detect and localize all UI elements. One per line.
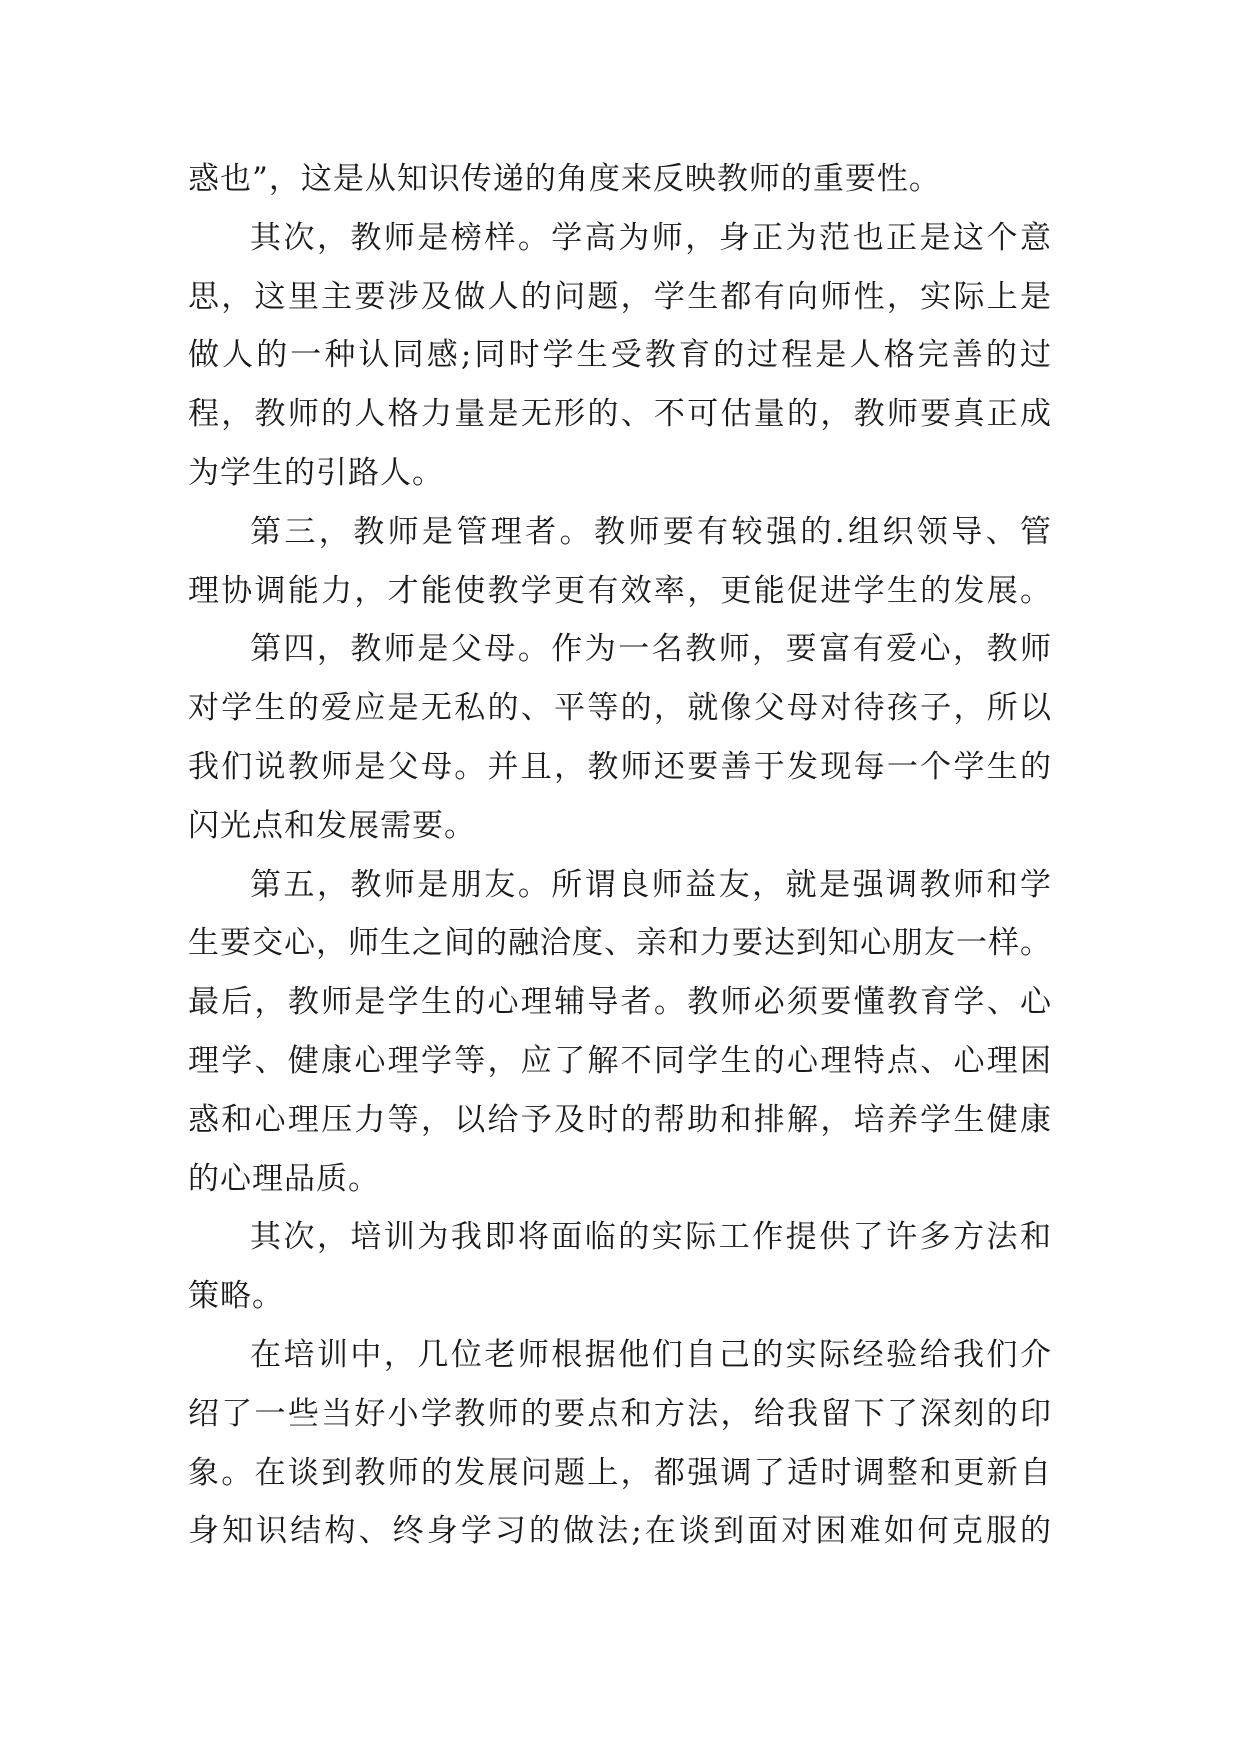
text-line: 惑也”，这是从知识传递的角度来反映教师的重要性。 xyxy=(188,161,941,197)
text-line: 我们说教师是父母。并且，教师还要善于发现每一个学生的 xyxy=(188,748,1052,785)
text-line: 做人的一种认同感;同时学生受教育的过程是人格完善的过 xyxy=(188,337,1052,374)
text-line: 绍了一些当好小学教师的要点和方法，给我留下了深刻的印 xyxy=(188,1395,1052,1432)
text-line: 象。在谈到教师的发展问题上，都强调了适时调整和更新自 xyxy=(188,1454,1052,1491)
text-line: 的心理品质。 xyxy=(188,1160,380,1197)
text-line: 最后，教师是学生的心理辅导者。教师必须要懂教育学、心 xyxy=(188,984,1052,1021)
text-line: 身知识结构、终身学习的做法;在谈到面对困难如何克服的 xyxy=(188,1513,1052,1550)
text-line: 策略。 xyxy=(188,1278,284,1315)
text-line: 第三，教师是管理者。教师要有较强的.组织领导、管 xyxy=(250,513,1052,550)
text-line: 理学、健康心理学等，应了解不同学生的心理特点、心理困 xyxy=(188,1042,1052,1079)
text-line: 惑和心理压力等，以给予及时的帮助和排解，培养学生健康 xyxy=(188,1101,1052,1138)
text-line: 思，这里主要涉及做人的问题，学生都有向师性，实际上是 xyxy=(188,278,1052,315)
text-line: 闪光点和发展需要。 xyxy=(188,807,476,844)
text-line: 第四，教师是父母。作为一名教师，要富有爱心，教师 xyxy=(250,631,1052,668)
document-page xyxy=(188,150,1052,1561)
text-line: 对学生的爱应是无私的、平等的，就像父母对待孩子，所以 xyxy=(188,690,1052,727)
text-line: 程，教师的人格力量是无形的、不可估量的，教师要真正成 xyxy=(188,396,1052,433)
text-line: 其次，培训为我即将面临的实际工作提供了许多方法和 xyxy=(250,1219,1052,1256)
text-line: 生要交心，师生之间的融洽度、亲和力要达到知心朋友一样。 xyxy=(188,925,1052,962)
text-line: 在培训中，几位老师根据他们自己的实际经验给我们介 xyxy=(250,1336,1052,1373)
text-line: 第五，教师是朋友。所谓良师益友，就是强调教师和学 xyxy=(250,866,1052,903)
text-line: 为学生的引路人。 xyxy=(188,454,444,491)
text-line: 理协调能力，才能使教学更有效率，更能促进学生的发展。 xyxy=(188,572,1052,609)
text-line: 其次，教师是榜样。学高为师，身正为范也正是这个意 xyxy=(250,219,1052,256)
